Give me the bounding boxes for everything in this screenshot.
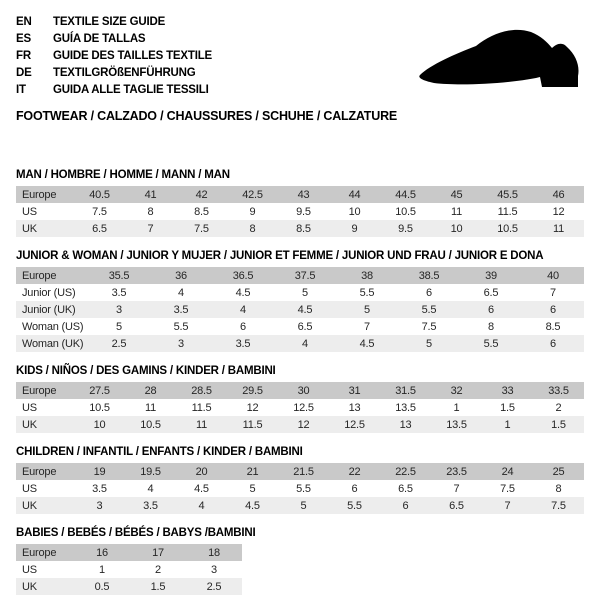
row-label: Woman (US) <box>22 320 84 333</box>
size-cell: 7.5 <box>92 205 107 218</box>
table-row <box>16 416 584 433</box>
size-cell: 17 <box>152 546 164 559</box>
size-cell: 29.5 <box>242 384 263 397</box>
size-cell: 11 <box>450 205 463 218</box>
table-row <box>16 318 584 335</box>
size-cell: 6.5 <box>483 286 499 299</box>
size-cell: 5.5 <box>347 499 362 512</box>
size-cell: 1.5 <box>551 418 566 431</box>
size-cell: 3.5 <box>235 337 251 350</box>
size-cell: 21 <box>246 465 259 478</box>
size-cell: 1 <box>504 418 511 431</box>
size-cell: 8.5 <box>194 205 209 218</box>
size-cell: 5.5 <box>421 303 437 316</box>
size-cell: 6 <box>550 303 556 316</box>
size-cell: 11 <box>144 401 157 414</box>
table-row <box>16 382 584 399</box>
table-title: CHILDREN / INFANTIL / ENFANTS / KINDER / BAMBINI <box>16 446 303 458</box>
size-cell: 6 <box>426 286 432 299</box>
table-row <box>16 497 584 514</box>
size-cell: 20 <box>195 465 208 478</box>
language-code: ES <box>16 33 31 45</box>
size-cell: 3 <box>116 303 122 316</box>
row-label: US <box>22 401 37 414</box>
size-cell: 2 <box>555 401 562 414</box>
size-cell: 5 <box>249 482 256 495</box>
size-cell: 19 <box>93 465 106 478</box>
size-cell: 12.5 <box>344 418 365 431</box>
row-label: US <box>22 563 37 576</box>
size-cell: 3.5 <box>92 482 107 495</box>
size-cell: 12 <box>246 401 259 414</box>
table-title: BABIES / BEBÉS / BÉBÉS / BABYS /BAMBINI <box>16 527 256 539</box>
size-cell: 5 <box>364 303 370 316</box>
table-row <box>16 561 242 578</box>
table-row <box>16 284 584 301</box>
size-cell: 19.5 <box>140 465 161 478</box>
size-cell: 4.5 <box>245 499 260 512</box>
row-label: US <box>22 205 37 218</box>
size-cell: 36 <box>175 269 187 282</box>
size-cell: 8 <box>147 205 154 218</box>
size-cell: 38 <box>361 269 373 282</box>
size-cell: 10.5 <box>395 205 416 218</box>
table-row <box>16 544 242 561</box>
size-cell: 4.5 <box>194 482 209 495</box>
size-cell: 3.5 <box>143 499 158 512</box>
size-cell: 10.5 <box>140 418 161 431</box>
size-cell: 7.5 <box>500 482 515 495</box>
size-cell: 23.5 <box>446 465 467 478</box>
size-cell: 42 <box>195 188 208 201</box>
size-cell: 22 <box>348 465 361 478</box>
size-cell: 4 <box>302 337 308 350</box>
table-row <box>16 301 584 318</box>
size-cell: 0.5 <box>94 580 110 593</box>
size-cell: 45.5 <box>497 188 518 201</box>
language-label: GUÍA DE TALLAS <box>53 33 146 45</box>
table-row <box>16 186 584 203</box>
size-cell: 4 <box>240 303 246 316</box>
size-cell: 3.5 <box>173 303 189 316</box>
language-label: TEXTILGRÖßENFÜHRUNG <box>53 67 196 79</box>
header <box>16 14 584 123</box>
size-cell: 33.5 <box>548 384 569 397</box>
size-cell: 4.5 <box>235 286 251 299</box>
size-cell: 11 <box>552 222 565 235</box>
size-cell: 9.5 <box>296 205 311 218</box>
size-cell: 44.5 <box>395 188 416 201</box>
size-tables <box>16 169 584 595</box>
size-cell: 22.5 <box>395 465 416 478</box>
language-label: TEXTILE SIZE GUIDE <box>53 16 166 28</box>
size-cell: 5 <box>300 499 307 512</box>
size-cell: 43 <box>297 188 310 201</box>
size-cell: 7 <box>364 320 370 333</box>
size-cell: 36.5 <box>232 269 254 282</box>
size-cell: 4.5 <box>359 337 375 350</box>
size-cell: 7 <box>504 499 511 512</box>
size-section-children <box>16 446 584 514</box>
size-cell: 12 <box>552 205 565 218</box>
size-section-kids <box>16 365 584 433</box>
size-cell: 6 <box>351 482 358 495</box>
size-cell: 8.5 <box>545 320 561 333</box>
table-row <box>16 203 584 220</box>
row-label: Europe <box>22 269 57 282</box>
size-table <box>16 186 584 237</box>
size-cell: 25 <box>552 465 565 478</box>
size-cell: 5 <box>116 320 122 333</box>
row-label: Junior (UK) <box>22 303 76 316</box>
row-label: UK <box>22 580 37 593</box>
size-cell: 42.5 <box>242 188 263 201</box>
size-cell: 35.5 <box>108 269 130 282</box>
row-label: Woman (UK) <box>22 337 84 350</box>
size-cell: 4 <box>178 286 184 299</box>
size-cell: 28 <box>144 384 157 397</box>
size-cell: 5.5 <box>359 286 375 299</box>
size-cell: 11.5 <box>242 418 263 431</box>
size-cell: 40.5 <box>89 188 110 201</box>
size-cell: 12 <box>297 418 310 431</box>
dress-shoe-icon <box>410 20 590 96</box>
table-row <box>16 335 584 352</box>
size-cell: 10 <box>93 418 106 431</box>
size-cell: 41 <box>144 188 157 201</box>
size-cell: 4 <box>147 482 154 495</box>
size-cell: 5.5 <box>173 320 189 333</box>
size-cell: 11.5 <box>191 401 212 414</box>
table-title: MAN / HOMBRE / HOMME / MANN / MAN <box>16 169 230 181</box>
language-code: FR <box>16 50 31 62</box>
size-section-man <box>16 169 584 237</box>
size-cell: 5.5 <box>483 337 499 350</box>
size-cell: 10.5 <box>497 222 518 235</box>
size-cell: 7.5 <box>194 222 209 235</box>
row-label: UK <box>22 222 37 235</box>
size-cell: 31 <box>348 384 361 397</box>
size-cell: 46 <box>552 188 565 201</box>
size-table <box>16 382 584 433</box>
size-cell: 7 <box>550 286 556 299</box>
table-row <box>16 220 584 237</box>
row-label: UK <box>22 499 37 512</box>
size-cell: 4 <box>198 499 205 512</box>
size-cell: 1 <box>453 401 460 414</box>
size-cell: 39 <box>485 269 497 282</box>
size-cell: 7.5 <box>421 320 437 333</box>
size-section-junior-woman <box>16 250 584 352</box>
language-code: DE <box>16 67 32 79</box>
size-cell: 10 <box>450 222 463 235</box>
table-row <box>16 578 242 595</box>
size-cell: 10 <box>348 205 361 218</box>
row-label: Europe <box>22 465 57 478</box>
size-section-babies <box>16 527 584 595</box>
size-cell: 24 <box>501 465 514 478</box>
size-cell: 7 <box>453 482 460 495</box>
size-cell: 6.5 <box>297 320 313 333</box>
size-cell: 30 <box>297 384 310 397</box>
size-cell: 9 <box>351 222 358 235</box>
row-label: US <box>22 482 37 495</box>
size-cell: 5 <box>426 337 432 350</box>
size-cell: 37.5 <box>294 269 316 282</box>
table-row <box>16 267 584 284</box>
size-cell: 7 <box>147 222 154 235</box>
size-cell: 33 <box>501 384 514 397</box>
size-cell: 3.5 <box>111 286 127 299</box>
size-cell: 10.5 <box>89 401 110 414</box>
size-cell: 2.5 <box>111 337 127 350</box>
size-cell: 3 <box>211 563 217 576</box>
size-table <box>16 544 242 595</box>
size-cell: 38.5 <box>418 269 440 282</box>
size-cell: 4.5 <box>297 303 313 316</box>
size-cell: 8 <box>488 320 494 333</box>
size-table <box>16 463 584 514</box>
size-cell: 21.5 <box>293 465 314 478</box>
size-cell: 28.5 <box>191 384 212 397</box>
row-label: Europe <box>22 384 57 397</box>
size-cell: 6.5 <box>92 222 107 235</box>
size-cell: 40 <box>547 269 559 282</box>
language-label: GUIDA ALLE TAGLIE TESSILI <box>53 84 209 96</box>
size-cell: 6.5 <box>449 499 464 512</box>
table-row <box>16 463 584 480</box>
size-cell: 13.5 <box>395 401 416 414</box>
table-title: JUNIOR & WOMAN / JUNIOR Y MUJER / JUNIOR ET FEMME / JUNIOR UND FRAU / JUNIOR E DONA <box>16 250 544 262</box>
size-cell: 8 <box>555 482 562 495</box>
size-cell: 7.5 <box>551 499 566 512</box>
language-code: IT <box>16 84 26 96</box>
size-cell: 13.5 <box>446 418 467 431</box>
size-cell: 45 <box>450 188 463 201</box>
size-cell: 9 <box>249 205 256 218</box>
size-cell: 13 <box>348 401 361 414</box>
row-label: Europe <box>22 188 57 201</box>
size-cell: 9.5 <box>398 222 413 235</box>
size-cell: 6 <box>402 499 409 512</box>
size-cell: 44 <box>348 188 361 201</box>
size-cell: 6 <box>550 337 556 350</box>
size-cell: 13 <box>399 418 412 431</box>
table-row <box>16 399 584 416</box>
size-cell: 5 <box>302 286 308 299</box>
size-cell: 32 <box>450 384 463 397</box>
size-cell: 1 <box>99 563 105 576</box>
language-code: EN <box>16 16 32 28</box>
row-label: UK <box>22 418 37 431</box>
size-cell: 27.5 <box>89 384 110 397</box>
size-cell: 6 <box>240 320 246 333</box>
size-cell: 6 <box>488 303 494 316</box>
size-cell: 2 <box>155 563 161 576</box>
size-cell: 16 <box>96 546 108 559</box>
size-table <box>16 267 584 352</box>
size-cell: 3 <box>96 499 103 512</box>
size-cell: 1.5 <box>500 401 515 414</box>
size-cell: 2.5 <box>206 580 222 593</box>
size-cell: 11.5 <box>497 205 518 218</box>
size-cell: 3 <box>178 337 184 350</box>
size-cell: 8 <box>249 222 256 235</box>
language-label: GUIDE DES TAILLES TEXTILE <box>53 50 212 62</box>
size-cell: 11 <box>195 418 208 431</box>
row-label: Junior (US) <box>22 286 76 299</box>
table-row <box>16 480 584 497</box>
table-title: KIDS / NIÑOS / DES GAMINS / KINDER / BAMBINI <box>16 365 276 377</box>
row-label: Europe <box>22 546 57 559</box>
size-cell: 12.5 <box>293 401 314 414</box>
size-cell: 6.5 <box>398 482 413 495</box>
size-cell: 31.5 <box>395 384 416 397</box>
size-cell: 18 <box>208 546 220 559</box>
category-heading: FOOTWEAR / CALZADO / CHAUSSURES / SCHUHE / CALZATURE <box>16 109 398 123</box>
size-cell: 8.5 <box>296 222 311 235</box>
size-cell: 1.5 <box>150 580 166 593</box>
size-cell: 5.5 <box>296 482 311 495</box>
